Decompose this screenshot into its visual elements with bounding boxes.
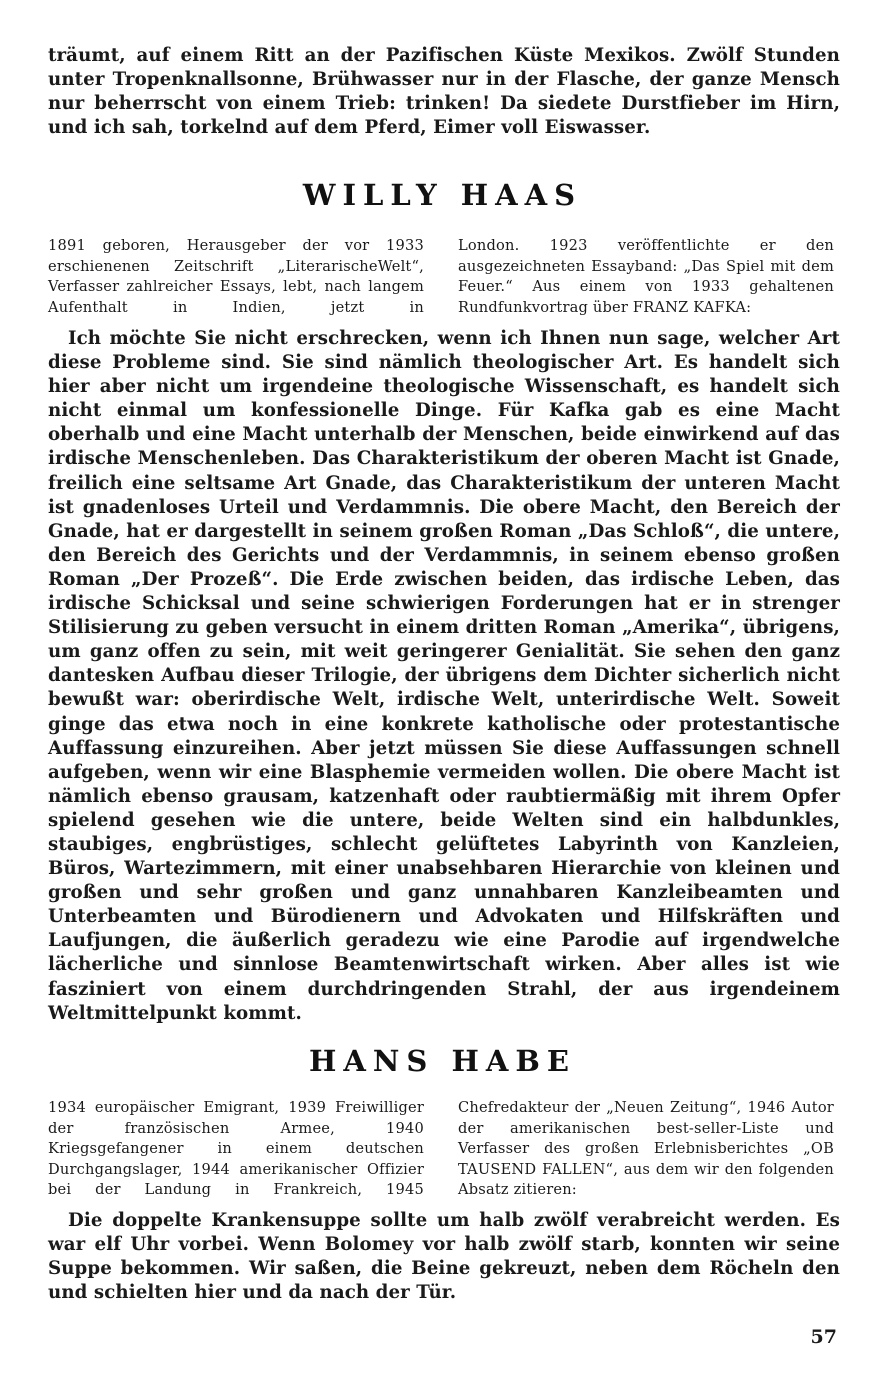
- section-heading-hans-habe: HANS HABE: [309, 1044, 576, 1078]
- page-number: 57: [810, 1326, 837, 1348]
- bio-right-willy-haas: London. 1923 veröffentlichte er den ausgezeichneten Essayband: „Das Spiel mit dem Feuer.“ Aus einem von 1933 gehaltenen Rundfunkvortrag über FRANZ KAFKA:: [458, 237, 834, 316]
- excerpt-willy-haas: Ich möchte Sie nicht erschrecken, wenn ich Ihnen nun sage, welcher Art diese Probleme sind. Sie sind nämlich theologischer Art. Es handelt sich hier aber nicht um irgendeine theologische Wissenschaft, es handelt sich nicht einmal um konfessionelle Dinge. Für Kafka gab es eine Macht oberhalb und eine Macht unterhalb der Menschen, beide einwirkend auf das irdische Menschenleben. Das Charakteristikum der oberen Macht ist Gnade, freilich eine seltsame Art Gnade, das Charakteristikum der unteren Macht ist gnadenloses Urteil und Verdammnis. Die obere Macht, den Bereich der Gnade, hat er dargestellt in seinem großen Roman „Das Schloß“, die untere, den Bereich des Gerichts und der Verdammnis, in seinem ebenso großen Roman „Der Prozeß“. Die Erde zwischen beiden, das irdische Leben, das irdische Schicksal und seine schwierigen Forderungen hat er in strenger Stilisierung zu geben versucht in einem dritten Roman „Amerika“, übrigens, um ganz offen zu sein, mit weit geringerer Genialität. Sie sehen den ganz dantesken Aufbau dieser Trilogie, der übrigens dem Dichter sicherlich nicht bewußt war: oberirdische Welt, irdische Welt, unterirdische Welt. Soweit ginge das etwa noch in eine konkrete katholische oder protestantische Auffassung einzureihen. Aber jetzt müssen Sie diese Auffassungen schnell aufgeben, wenn wir eine Blasphemie vermeiden wollen. Die obere Macht ist nämlich ebenso grausam, katzenhaft oder raubtiermäßig mit ihrem Opfer spielend gesehen wie die untere, beide Welten sind ein halbdunkles, staubiges, engbrüstiges, schlecht gelüftetes Labyrinth von Kanzleien, Büros, Wartezimmern, mit einer unabsehbaren Hierarchie von kleinen und großen und sehr großen und ganz unnahbaren Kanzleibeamten und Unterbeamten und Bürodienern und Advokaten und Hilfskräften und Laufjungen, die äußerlich geradezu wie eine Parodie auf irgendwelche lächerliche und sinnlose Beamtenwirtschaft wirken. Aber alles ist wie fasziniert von einem durchdringenden Strahl, der aus irgendeinem Weltmittelpunkt kommt.: [48, 328, 840, 1024]
- opening-paragraph: träumt, auf einem Ritt an der Pazifischen Küste Mexikos. Zwölf Stunden unter Tropenknallsonne, Brühwasser nur in der Flasche, der ganze Mensch nur beherrscht von einem Trieb: trinken! Da siedete Durstfieber im Hirn, und ich sah, torkelnd auf dem Pferd, Eimer voll Eiswasser.: [48, 45, 840, 139]
- excerpt-hans-habe: Die doppelte Krankensuppe sollte um halb zwölf verabreicht werden. Es war elf Uhr vorbei. Wenn Bolomey vor halb zwölf starb, konnten wir seine Suppe bekommen. Wir saßen, die Beine gekreuzt, neben dem Röcheln den und schielten hier und da nach der Tür.: [48, 1210, 840, 1304]
- section-heading-willy-haas: WILLY HAAS: [302, 178, 583, 212]
- bio-left-hans-habe: 1934 europäischer Emigrant, 1939 Freiwilliger der französischen Armee, 1940 Kriegsgefangener in einem deutschen Durchgangslager, 1944 amerikanischer Offizier bei der Landung in Frankreich, 1945: [48, 1099, 424, 1198]
- bio-right-hans-habe: Chefredakteur der „Neuen Zeitung“, 1946 Autor der amerikanischen best-seller-Liste und Verfasser des großen Erlebnisberichtes „OB TAUSEND FALLEN“, aus dem wir den folgenden Absatz zitieren:: [458, 1099, 834, 1198]
- bio-left-willy-haas: 1891 geboren, Herausgeber der vor 1933 erschienenen Zeitschrift „LiterarischeWelt“, Verfasser zahlreicher Essays, lebt, nach langem Aufenthalt in Indien, jetzt in: [48, 237, 424, 316]
